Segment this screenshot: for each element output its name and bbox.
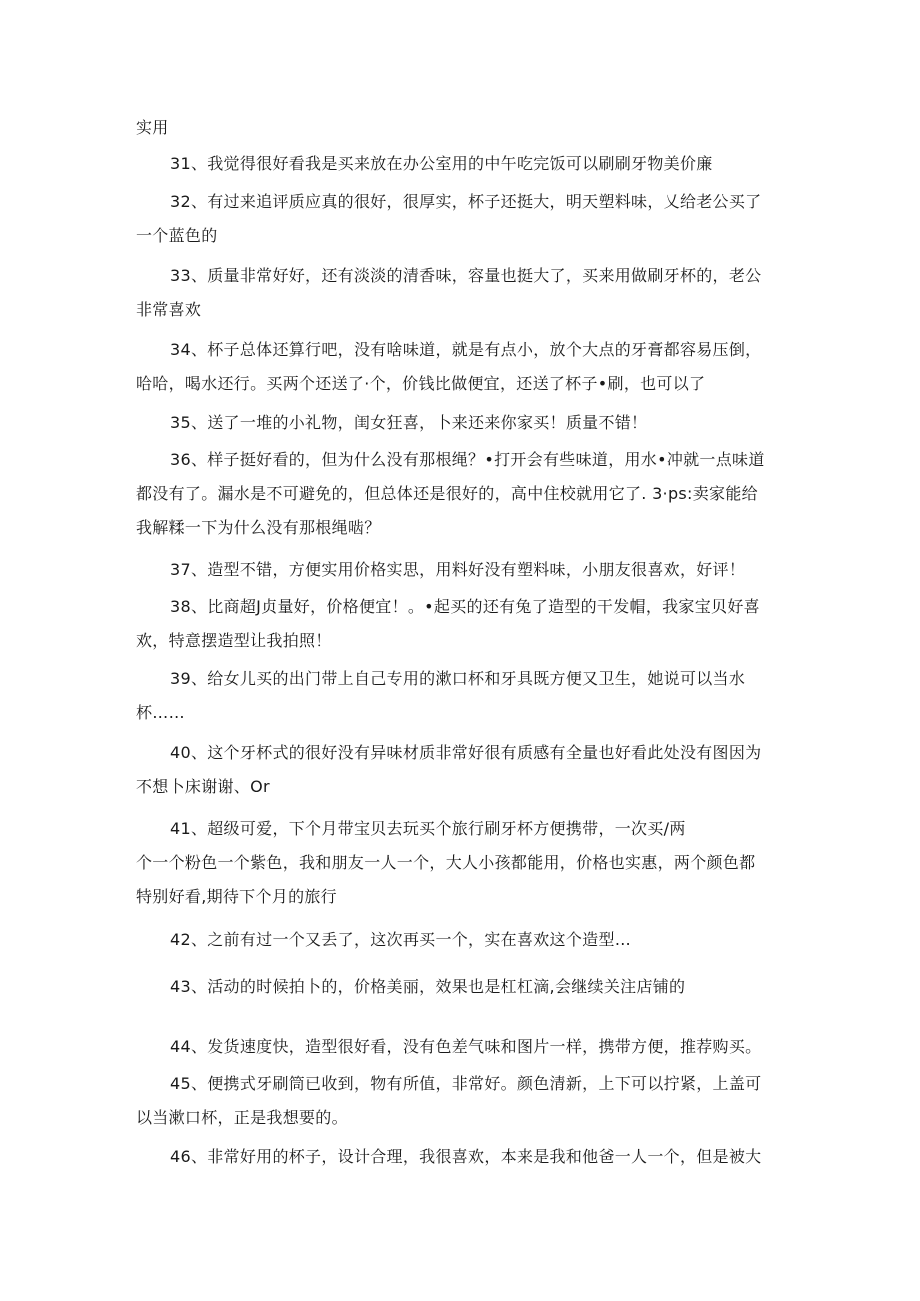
line: 我解糅一下为什么没有那根绳啮？	[136, 518, 381, 537]
line	[136, 662, 786, 696]
line	[136, 185, 786, 219]
line-text: 41、超级可爱，下个月带宝贝去玩买个旅行刷牙杯方便携带，一次买/两	[170, 819, 686, 838]
line-text: 37、造型不错，方便实用价格实思，用料好没有塑料味，小朋友很喜欢，好评！	[170, 560, 746, 579]
line	[136, 443, 786, 477]
line	[136, 590, 786, 624]
paragraph-45	[136, 1067, 786, 1135]
paragraph-46	[136, 1140, 786, 1174]
line: 哈哈，喝水还行。买两个还送了·个，价钱比做便宜，还送了杯子•刷，也可以了	[136, 374, 706, 393]
paragraph-44	[136, 1030, 786, 1064]
line	[136, 147, 786, 181]
paragraph-36	[136, 443, 786, 545]
line: 个一个粉色一个紫色，我和朋友一人一个，大人小孩都能用，价格也实惠，两个颜色都	[136, 853, 756, 872]
paragraph-31	[136, 147, 786, 181]
line: 特别好看,期待下个月的旅行	[136, 887, 337, 906]
line-text: 44、发货速度快，造型很好看，没有色差气味和图片一样，携带方便，推荐购买。	[170, 1037, 762, 1056]
line: 都没有了。漏水是不可避免的，但总体还是很好的，高中住校就用它了. 3·ps:卖家能给	[136, 484, 758, 503]
line: 实用	[136, 118, 169, 137]
line-text: 35、送了一堆的小礼物，闺女狂喜，卜来还来你家买！质量不错！	[170, 413, 648, 432]
line	[136, 333, 786, 367]
line	[136, 259, 786, 293]
line	[136, 406, 786, 440]
line-text: 32、有过来追评质应真的很好，很厚实，杯子还挺大，明天塑料味，乂给老公买了	[170, 192, 762, 211]
paragraph-40	[136, 736, 786, 804]
paragraph-35	[136, 406, 786, 440]
line: 以当漱口杯，正是我想要的。	[136, 1108, 348, 1127]
line-text: 43、活动的时候拍卜的，价格美丽，效果也是杠杠滴,会继续关注店铺的	[170, 977, 686, 996]
paragraph-30-tail	[136, 111, 786, 145]
line	[136, 553, 786, 587]
line-text: 33、质量非常好好，还有淡淡的清香味，容量也挺大了，买来用做刷牙杯的，老公	[170, 266, 762, 285]
line	[136, 970, 786, 1004]
line	[136, 1140, 786, 1174]
paragraph-38	[136, 590, 786, 658]
line	[136, 923, 786, 957]
line-text: 39、给女儿买的出门带上自己专用的漱口杯和牙具既方便又卫生，她说可以当水	[170, 669, 746, 688]
line: 杯……	[136, 703, 185, 722]
line: 非常喜欢	[136, 300, 202, 319]
line	[136, 812, 786, 846]
line-text: 36、样子挺好看的，但为什么没有那根绳？•打开会有些味道，用水•冲就一点味道	[170, 450, 765, 469]
paragraph-34	[136, 333, 786, 401]
line: 不想卜床谢谢、Or	[136, 777, 270, 796]
line	[136, 736, 786, 770]
line-text: 46、非常好用的杯子，设计合理，我很喜欢，本来是我和他爸一人一个，但是被大	[170, 1147, 762, 1166]
line-text: 42、之前有过一个又丢了，这次再买一个，实在喜欢这个造型…	[170, 930, 632, 949]
line-text: 34、杯子总体还算行吧，没有啥味道，就是有点小，放个大点的牙膏都容易压倒，	[170, 340, 762, 359]
paragraph-41	[136, 812, 786, 914]
line: 一个蓝色的	[136, 226, 218, 245]
paragraph-33	[136, 259, 786, 327]
paragraph-37	[136, 553, 786, 587]
paragraph-39	[136, 662, 786, 730]
paragraph-43	[136, 970, 786, 1004]
line-text: 38、比商超J贞量好，价格便宜！。•起买的还有兔了造型的干发帽，我家宝贝好喜	[170, 597, 760, 616]
paragraph-42	[136, 923, 786, 957]
line	[136, 1030, 786, 1064]
line-text: 40、这个牙杯式的很好没有异味材质非常好很有质感有全量也好看此处没有图因为	[170, 743, 762, 762]
paragraph-32	[136, 185, 786, 253]
line-text: 45、便携式牙刷筒已收到，物有所值，非常好。颜色清新，上下可以拧紧，上盖可	[170, 1074, 762, 1093]
line-text: 31、我觉得很好看我是买来放在办公室用的中午吃完饭可以刷刷牙物美价廉	[170, 154, 713, 173]
line: 欢，特意摆造型让我拍照！	[136, 631, 332, 650]
line	[136, 1067, 786, 1101]
